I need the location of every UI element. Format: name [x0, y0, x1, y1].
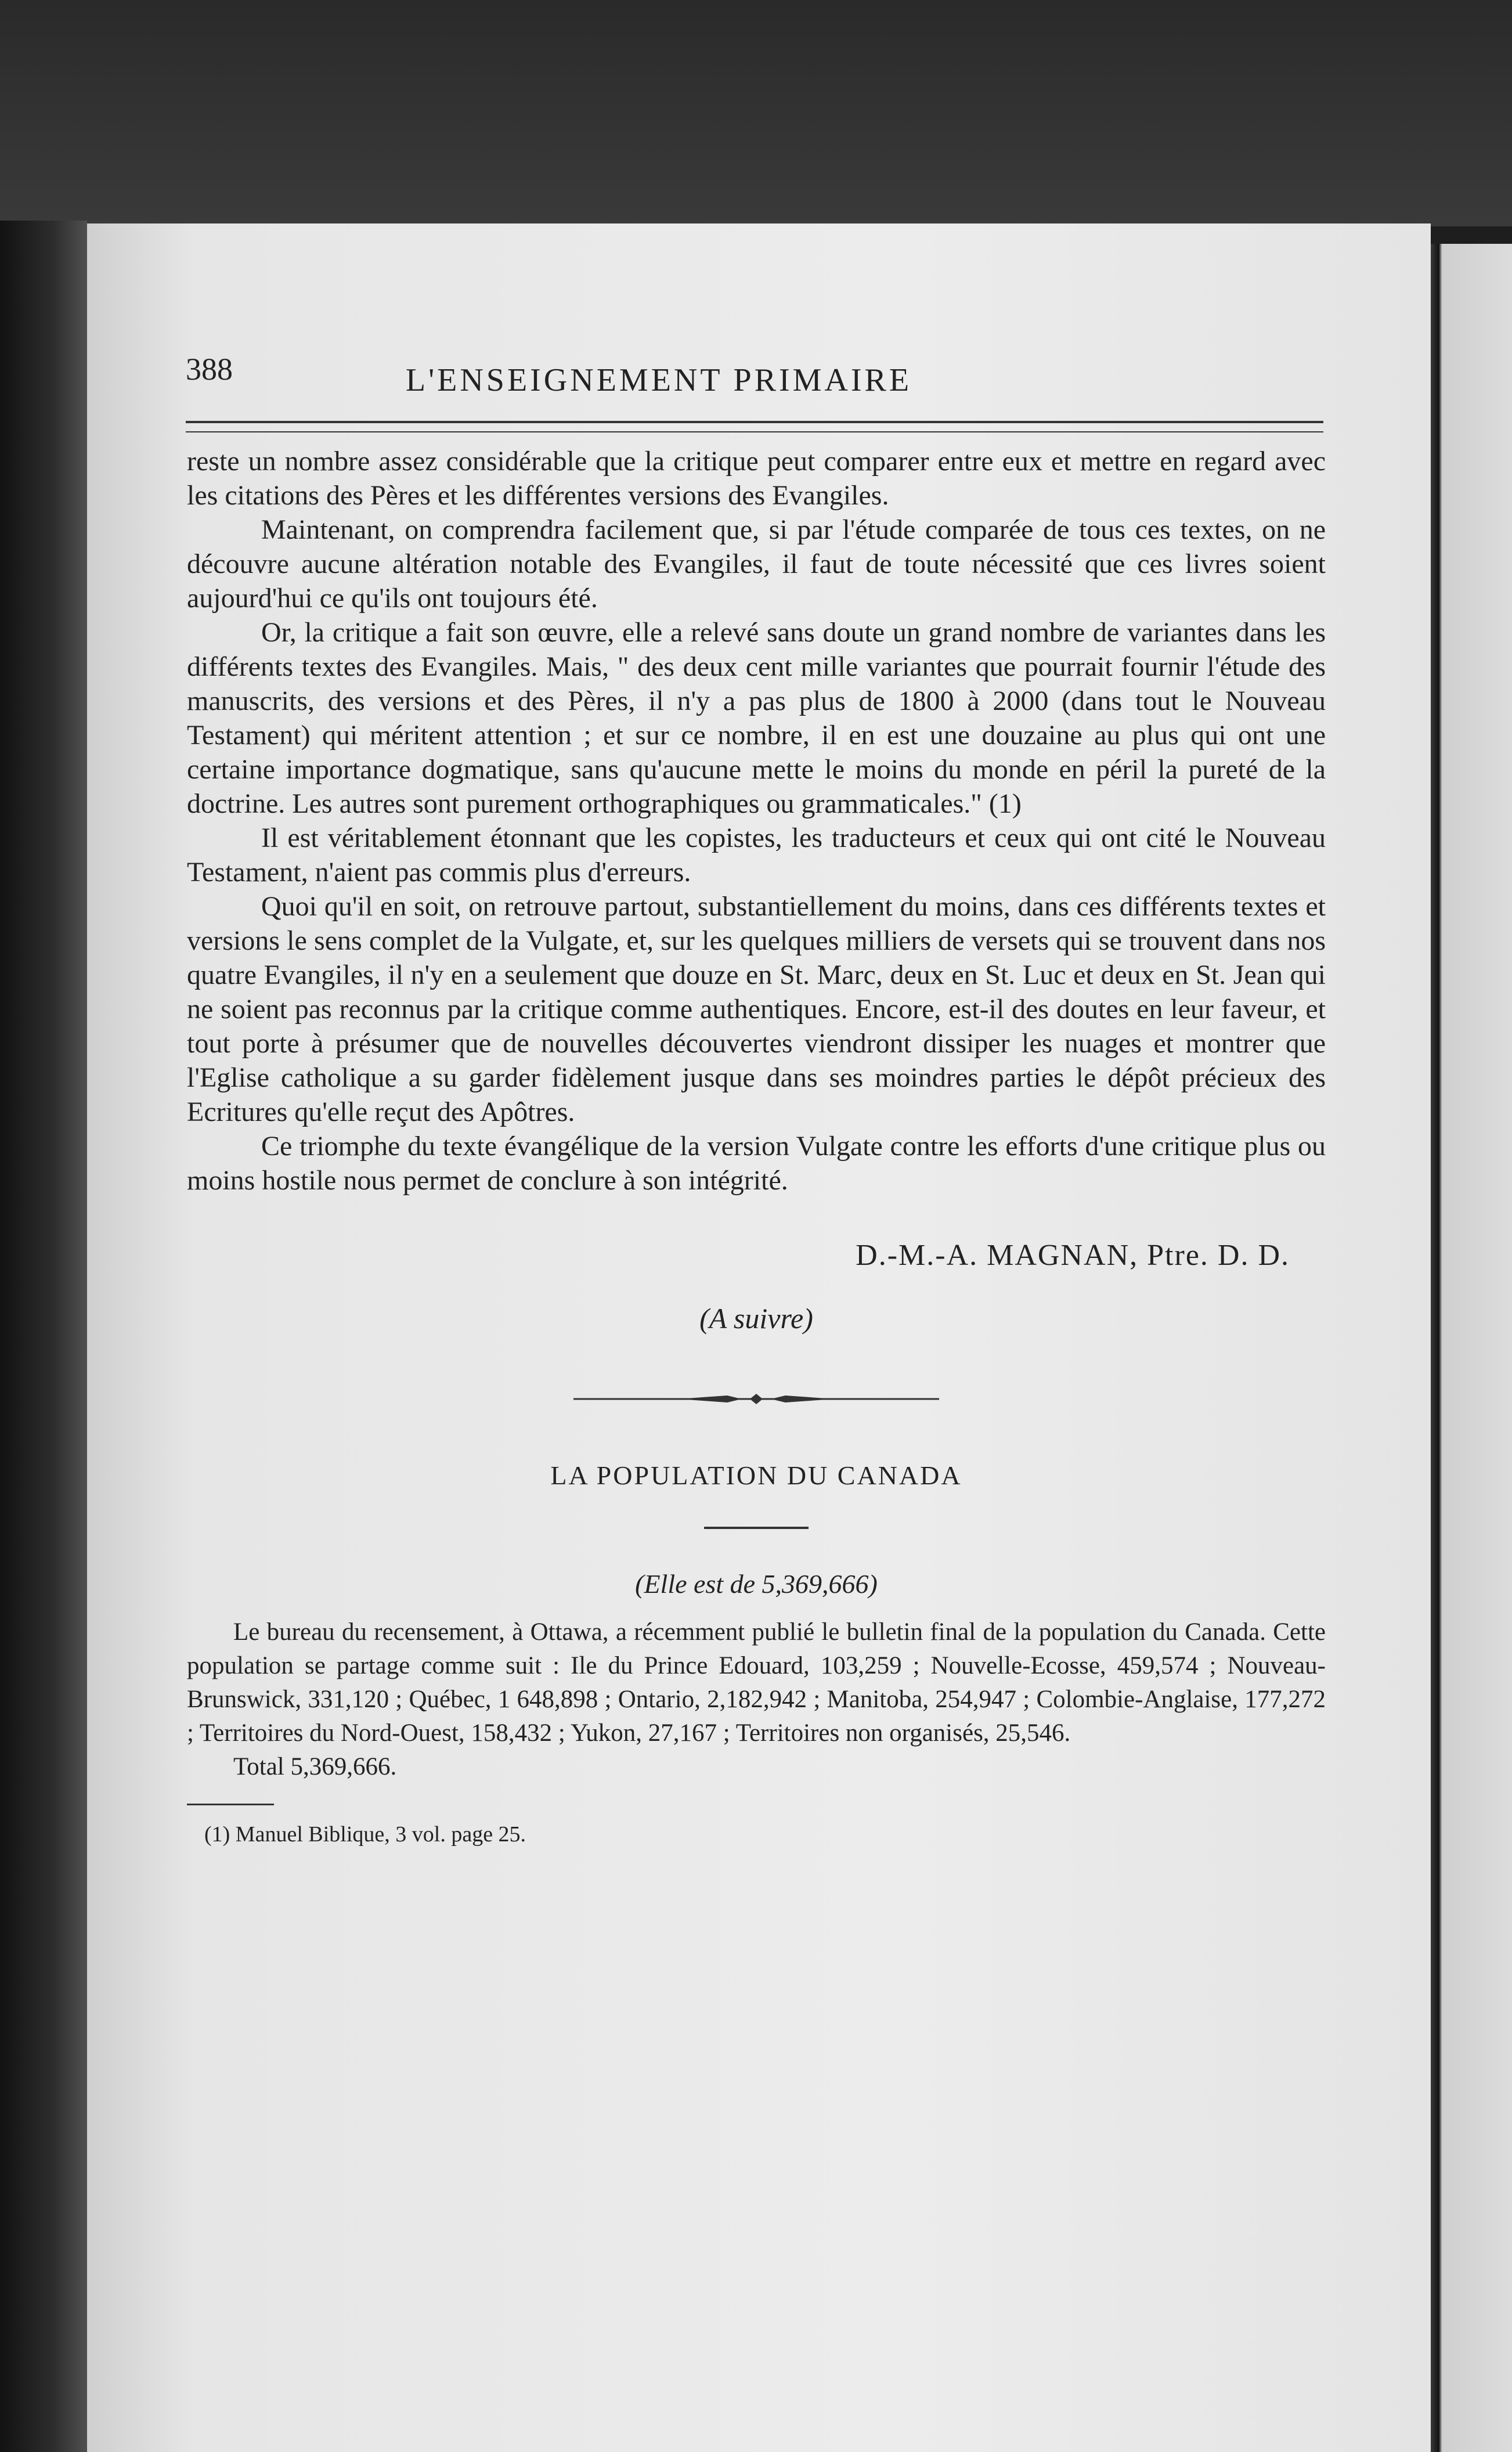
book-binding	[0, 221, 87, 2452]
population-total: Total 5,369,666.	[233, 1753, 397, 1780]
section-subtitle: (Elle est de 5,369,666)	[635, 1569, 878, 1599]
title-rule	[704, 1527, 809, 1529]
to-be-continued: (A suivre)	[699, 1302, 813, 1335]
article-paragraph: Il est véritablement étonnant que les copistes, les traducteurs et ceux qui ont cité le Nouveau Testament, n'aient pas commis plus d'erreurs.	[187, 823, 1326, 888]
page-content	[187, 444, 1326, 1847]
author-signature: D.-M.-A. MAGNAN, Ptre. D. D.	[856, 1239, 1290, 1272]
section-paragraph: Le bureau du recensement, à Ottawa, a récemment publié le bulletin final de la population du Canada. Cette population se partage comme suit : Ile du Prince Edouard, 103,259 ; Nouvelle-Ecosse, 459,574 ; Nouveau-Brunswick, 331,120 ; Québec, 1 648,898 ; Ontario, 2,182,942 ; Manitoba, 254,947 ; Colombie-Anglaise, 177,272 ; Territoires du Nord-Ouest, 158,432 ; Yukon, 27,167 ; Territoires non organisés, 25,546.	[187, 1618, 1326, 1747]
article-paragraph: Quoi qu'il en soit, on retrouve partout, substantiellement du moins, dans ces différents textes et versions le sens complet de la Vulgate, et, sur les quelques milliers de versets qui se trouvent dans nos quatre Evangiles, il n'y en a seulement que douze en St. Marc, deux en St. Luc et deux en St. Jean qui ne soient pas reconnus par la critique comme authentiques. Encore, est-il des doutes en leur faveur, et tout porte à présumer que de nouvelles découvertes viendront dissiper les nuages et montrer que l'Eglise catholique a su garder fidèlement jusque dans ses moindres parties le dépôt précieux des Ecritures qu'elle reçut des Apôtres.	[187, 891, 1326, 1127]
section-title: LA POPULATION DU CANADA	[550, 1461, 962, 1490]
header-rule	[186, 421, 1323, 432]
article-paragraph: reste un nombre assez considérable que la critique peut comparer entre eux et mettre en regard avec les citations des Pères et les différentes versions des Evangiles.	[187, 446, 1326, 511]
page-number: 388	[186, 352, 233, 387]
book-page	[87, 223, 1431, 2452]
footnote-rule	[187, 1804, 274, 1805]
footnote: (1) Manuel Biblique, 3 vol. page 25.	[204, 1822, 526, 1847]
scan-background	[0, 0, 1512, 226]
running-header: L'ENSEIGNEMENT PRIMAIRE	[405, 362, 912, 398]
adjacent-page-edge	[1431, 244, 1512, 2452]
article-paragraph: Maintenant, on comprendra facilement que, si par l'étude comparée de tous ces textes, on ne découvre aucune altération notable des Evangiles, il faut de toute nécessité que ces livres soient aujourd'hui ce qu'ils ont toujours été.	[187, 514, 1326, 614]
article-paragraph: Ce triomphe du texte évangélique de la version Vulgate contre les efforts d'une critique plus ou moins hostile nous permet de conclure à son intégrité.	[187, 1131, 1326, 1196]
section-divider-ornament	[573, 1390, 939, 1408]
article-paragraph: Or, la critique a fait son œuvre, elle a relevé sans doute un grand nombre de variantes dans les différents textes des Evangiles. Mais, " des deux cent mille variantes que pourrait fournir l'étude des manuscrits, des versions et des Pères, il n'y a pas plus de 1800 à 2000 (dans tout le Nouveau Testament) qui méritent attention ; et sur ce nombre, il en est une douzaine au plus qui ont une certaine importance dogmatique, sans qu'aucune mette le moins du monde en péril la pureté de la doctrine. Les autres sont purement orthographiques ou grammaticales." (1)	[187, 617, 1326, 819]
